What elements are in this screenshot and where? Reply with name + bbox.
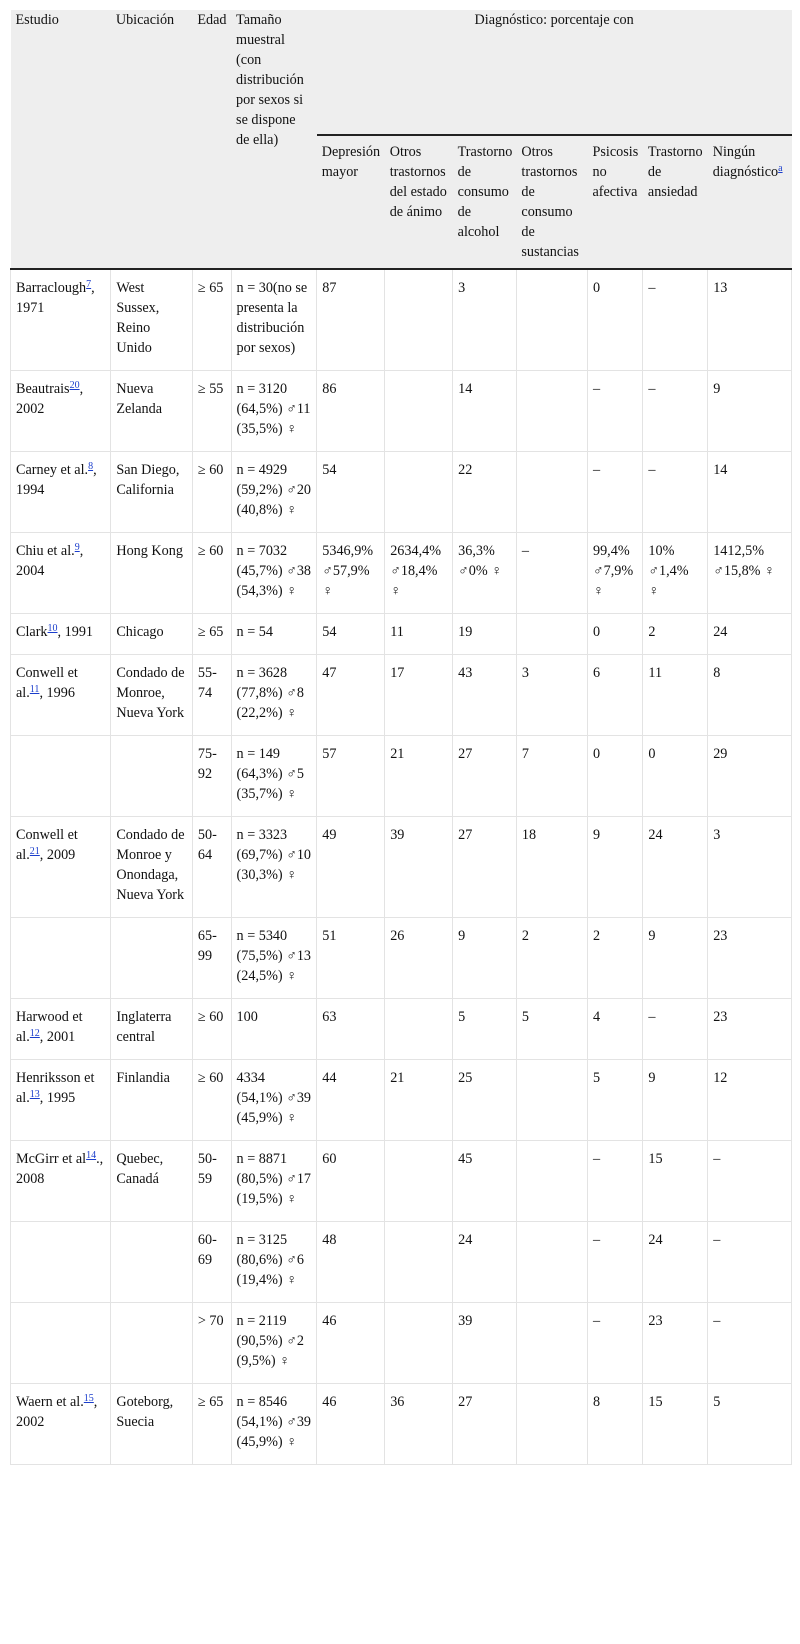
anxiety-cell: 10% ♂1,4% ♀ <box>643 533 708 614</box>
reference-link[interactable]: 9 <box>74 542 80 553</box>
sample-size-cell: n = 8546 (54,1%) ♂39 (45,9%) ♀ <box>231 1384 317 1465</box>
other-mood-cell <box>385 1303 453 1384</box>
other-mood-cell <box>385 371 453 452</box>
reference-link[interactable]: 13 <box>29 1089 40 1100</box>
major-depression-cell: 51 <box>317 918 385 999</box>
age-cell: 55-74 <box>192 655 231 736</box>
age-cell: ≥ 60 <box>192 452 231 533</box>
psychosis-cell: 6 <box>587 655 642 736</box>
psychosis-cell: 0 <box>587 614 642 655</box>
location-cell: San Diego, California <box>111 452 193 533</box>
anxiety-cell: 11 <box>643 655 708 736</box>
study-cell <box>11 817 111 918</box>
other-substance-cell <box>516 1222 587 1303</box>
alcohol-cell: 25 <box>453 1060 517 1141</box>
alcohol-cell: 5 <box>453 999 517 1060</box>
major-depression-cell: 44 <box>317 1060 385 1141</box>
psychosis-cell: 2 <box>587 918 642 999</box>
other-substance-cell <box>516 269 587 371</box>
no-diagnosis-cell: – <box>708 1222 792 1303</box>
location-cell: Hong Kong <box>111 533 193 614</box>
major-depression-cell: 57 <box>317 736 385 817</box>
study-year: , 2002 <box>16 1394 98 1430</box>
no-diagnosis-cell: – <box>708 1141 792 1222</box>
table-row <box>11 655 792 736</box>
psychosis-cell: 9 <box>587 817 642 918</box>
table-body <box>11 269 792 1465</box>
study-year: , 2002 <box>16 381 84 417</box>
header-age: Edad <box>192 10 231 269</box>
study-cell <box>11 371 111 452</box>
reference-link[interactable]: 15 <box>83 1393 94 1404</box>
study-cell <box>11 533 111 614</box>
table-row <box>11 1060 792 1141</box>
table-row <box>11 1222 792 1303</box>
other-substance-cell: 5 <box>516 999 587 1060</box>
reference-link[interactable]: 21 <box>29 846 40 857</box>
study-cell <box>11 1384 111 1465</box>
major-depression-cell: 87 <box>317 269 385 371</box>
reference-link[interactable]: 20 <box>69 380 80 391</box>
age-cell: ≥ 65 <box>192 1384 231 1465</box>
study-year: , 1996 <box>39 685 75 701</box>
other-substance-cell <box>516 371 587 452</box>
sample-size-cell: n = 30(no se presenta la distribución por sexos) <box>231 269 317 371</box>
no-diagnosis-cell: 13 <box>708 269 792 371</box>
no-diagnosis-cell: 23 <box>708 918 792 999</box>
psychosis-cell: – <box>587 1222 642 1303</box>
alcohol-cell: 22 <box>453 452 517 533</box>
header-diagnosis: Diagnóstico: porcentaje con <box>317 10 792 135</box>
sample-size-cell: n = 3125 (80,6%) ♂6 (19,4%) ♀ <box>231 1222 317 1303</box>
other-mood-cell: 21 <box>385 736 453 817</box>
study-cell <box>11 655 111 736</box>
anxiety-cell: – <box>643 999 708 1060</box>
other-substance-cell: – <box>516 533 587 614</box>
age-cell: ≥ 60 <box>192 1060 231 1141</box>
reference-link[interactable]: 8 <box>88 461 94 472</box>
age-cell: ≥ 65 <box>192 614 231 655</box>
table-row <box>11 918 792 999</box>
header-anxiety: Trastorno de ansiedad <box>643 135 708 269</box>
table-row <box>11 736 792 817</box>
header-row-top <box>11 10 792 135</box>
psychosis-cell: – <box>587 452 642 533</box>
other-substance-cell: 7 <box>516 736 587 817</box>
age-cell: > 70 <box>192 1303 231 1384</box>
alcohol-cell: 27 <box>453 817 517 918</box>
reference-link[interactable]: 11 <box>29 684 40 695</box>
no-diagnosis-cell: 1412,5% ♂15,8% ♀ <box>708 533 792 614</box>
table-row <box>11 269 792 371</box>
major-depression-cell: 5346,9% ♂57,9% ♀ <box>317 533 385 614</box>
reference-link[interactable]: 12 <box>29 1028 40 1039</box>
psychosis-cell: 5 <box>587 1060 642 1141</box>
no-diagnosis-cell: 3 <box>708 817 792 918</box>
sample-size-cell: n = 8871 (80,5%) ♂17 (19,5%) ♀ <box>231 1141 317 1222</box>
no-diagnosis-cell: 9 <box>708 371 792 452</box>
study-cell <box>11 614 111 655</box>
major-depression-cell: 63 <box>317 999 385 1060</box>
study-year: ., 2008 <box>16 1151 104 1187</box>
location-cell: Quebec, Canadá <box>111 1141 193 1222</box>
header-study: Estudio <box>11 10 111 269</box>
sample-size-cell: n = 7032 (45,7%) ♂38 (54,3%) ♀ <box>231 533 317 614</box>
other-mood-cell: 17 <box>385 655 453 736</box>
table-container <box>10 10 792 1465</box>
no-diagnosis-cell: 12 <box>708 1060 792 1141</box>
anxiety-cell: 0 <box>643 736 708 817</box>
header-location: Ubicación <box>111 10 193 269</box>
reference-link[interactable]: 14 <box>86 1150 97 1161</box>
sample-size-cell: n = 4929 (59,2%) ♂20 (40,8%) ♀ <box>231 452 317 533</box>
anxiety-cell: 15 <box>643 1384 708 1465</box>
sample-size-cell: n = 54 <box>231 614 317 655</box>
table-row <box>11 1303 792 1384</box>
reference-link[interactable]: 7 <box>86 279 92 290</box>
major-depression-cell: 60 <box>317 1141 385 1222</box>
age-cell: ≥ 55 <box>192 371 231 452</box>
sample-size-cell: n = 3120 (64,5%) ♂11 (35,5%) ♀ <box>231 371 317 452</box>
anxiety-cell: – <box>643 371 708 452</box>
study-year: , 1994 <box>16 462 97 498</box>
study-author: Henriksson et al. <box>16 1070 95 1106</box>
table-row <box>11 1141 792 1222</box>
study-cell <box>11 1060 111 1141</box>
no-diagnosis-cell: 14 <box>708 452 792 533</box>
study-year: , 1971 <box>16 280 95 316</box>
study-cell <box>11 452 111 533</box>
major-depression-cell: 49 <box>317 817 385 918</box>
other-mood-cell: 39 <box>385 817 453 918</box>
age-cell: 50-59 <box>192 1141 231 1222</box>
sample-size-cell: n = 2119 (90,5%) ♂2 (9,5%) ♀ <box>231 1303 317 1384</box>
study-author: Beautrais <box>16 381 70 397</box>
study-author: Clark <box>16 624 48 640</box>
study-year: , 2009 <box>39 847 76 863</box>
header-major-depression: Depresión mayor <box>317 135 385 269</box>
other-mood-cell <box>385 1141 453 1222</box>
header-psychosis: Psicosis no afectiva <box>587 135 642 269</box>
alcohol-cell: 43 <box>453 655 517 736</box>
psychosis-cell: 0 <box>587 736 642 817</box>
other-mood-cell: 26 <box>385 918 453 999</box>
alcohol-cell: 14 <box>453 371 517 452</box>
location-cell: Goteborg, Suecia <box>111 1384 193 1465</box>
major-depression-cell: 47 <box>317 655 385 736</box>
major-depression-cell: 86 <box>317 371 385 452</box>
other-substance-cell <box>516 1141 587 1222</box>
anxiety-cell: 24 <box>643 817 708 918</box>
location-cell: Nueva Zelanda <box>111 371 193 452</box>
study-author: Harwood et al. <box>16 1009 83 1045</box>
alcohol-cell: 36,3% ♂0% ♀ <box>453 533 517 614</box>
psychosis-cell: 4 <box>587 999 642 1060</box>
location-cell <box>111 1303 193 1384</box>
other-substance-cell: 3 <box>516 655 587 736</box>
header-no-diagnosis-label: Ningún diagnóstico <box>712 144 779 180</box>
suicide-diagnosis-table <box>10 10 792 1465</box>
study-year: , 2001 <box>39 1029 76 1045</box>
other-substance-cell <box>516 1384 587 1465</box>
header-other-mood: Otros trastornos del estado de ánimo <box>385 135 453 269</box>
anxiety-cell: 23 <box>643 1303 708 1384</box>
no-diagnosis-cell: 23 <box>708 999 792 1060</box>
anxiety-cell: 15 <box>643 1141 708 1222</box>
psychosis-cell: 0 <box>587 269 642 371</box>
psychosis-cell: 99,4% ♂7,9% ♀ <box>587 533 642 614</box>
table-row <box>11 999 792 1060</box>
location-cell <box>111 736 193 817</box>
alcohol-cell: 45 <box>453 1141 517 1222</box>
header-sample-size: Tamaño muestral (con distribución por sexos si se dispone de ella) <box>231 10 317 269</box>
table-row <box>11 614 792 655</box>
study-cell <box>11 736 111 817</box>
no-diagnosis-cell: – <box>708 1303 792 1384</box>
other-substance-cell <box>516 1303 587 1384</box>
other-substance-cell <box>516 452 587 533</box>
location-cell: Condado de Monroe, Nueva York <box>111 655 193 736</box>
table-row <box>11 452 792 533</box>
other-mood-cell <box>385 999 453 1060</box>
other-mood-cell: 21 <box>385 1060 453 1141</box>
other-mood-cell: 11 <box>385 614 453 655</box>
footnote-link[interactable]: a <box>778 163 783 174</box>
table-row <box>11 817 792 918</box>
alcohol-cell: 27 <box>453 1384 517 1465</box>
alcohol-cell: 27 <box>453 736 517 817</box>
anxiety-cell: – <box>643 452 708 533</box>
anxiety-cell: 9 <box>643 1060 708 1141</box>
table-row <box>11 533 792 614</box>
header-no-diagnosis <box>708 135 792 269</box>
other-substance-cell: 2 <box>516 918 587 999</box>
alcohol-cell: 3 <box>453 269 517 371</box>
anxiety-cell: 9 <box>643 918 708 999</box>
table-row <box>11 371 792 452</box>
anxiety-cell: 24 <box>643 1222 708 1303</box>
age-cell: 65-99 <box>192 918 231 999</box>
reference-link[interactable]: 10 <box>47 623 58 634</box>
psychosis-cell: – <box>587 1141 642 1222</box>
location-cell: Finlandia <box>111 1060 193 1141</box>
study-cell <box>11 1222 111 1303</box>
major-depression-cell: 54 <box>317 614 385 655</box>
sample-size-cell: 4334 (54,1%) ♂39 (45,9%) ♀ <box>231 1060 317 1141</box>
location-cell: Inglaterra central <box>111 999 193 1060</box>
anxiety-cell: – <box>643 269 708 371</box>
table-row <box>11 1384 792 1465</box>
psychosis-cell: – <box>587 371 642 452</box>
other-substance-cell <box>516 1060 587 1141</box>
major-depression-cell: 48 <box>317 1222 385 1303</box>
age-cell: ≥ 65 <box>192 269 231 371</box>
other-mood-cell <box>385 269 453 371</box>
no-diagnosis-cell: 29 <box>708 736 792 817</box>
study-cell <box>11 918 111 999</box>
location-cell: Chicago <box>111 614 193 655</box>
other-mood-cell: 36 <box>385 1384 453 1465</box>
alcohol-cell: 39 <box>453 1303 517 1384</box>
alcohol-cell: 19 <box>453 614 517 655</box>
age-cell: 60-69 <box>192 1222 231 1303</box>
major-depression-cell: 54 <box>317 452 385 533</box>
study-cell <box>11 999 111 1060</box>
study-author: Carney et al. <box>16 462 89 478</box>
study-author: Barraclough <box>16 280 87 296</box>
major-depression-cell: 46 <box>317 1303 385 1384</box>
other-substance-cell: 18 <box>516 817 587 918</box>
study-author: McGirr et al <box>16 1151 87 1167</box>
study-author: Chiu et al. <box>16 543 75 559</box>
location-cell <box>111 1222 193 1303</box>
study-cell <box>11 269 111 371</box>
sample-size-cell: n = 5340 (75,5%) ♂13 (24,5%) ♀ <box>231 918 317 999</box>
age-cell: ≥ 60 <box>192 999 231 1060</box>
no-diagnosis-cell: 5 <box>708 1384 792 1465</box>
psychosis-cell: 8 <box>587 1384 642 1465</box>
study-author: Conwell et al. <box>16 827 78 863</box>
age-cell: 75-92 <box>192 736 231 817</box>
header-alcohol: Trastorno de consumo de alcohol <box>453 135 517 269</box>
study-year: , 1995 <box>39 1090 76 1106</box>
other-mood-cell: 2634,4% ♂18,4% ♀ <box>385 533 453 614</box>
anxiety-cell: 2 <box>643 614 708 655</box>
age-cell: ≥ 60 <box>192 533 231 614</box>
study-year: , 2004 <box>16 543 84 579</box>
alcohol-cell: 24 <box>453 1222 517 1303</box>
study-cell <box>11 1141 111 1222</box>
location-cell <box>111 918 193 999</box>
sample-size-cell: n = 149 (64,3%) ♂5 (35,7%) ♀ <box>231 736 317 817</box>
no-diagnosis-cell: 24 <box>708 614 792 655</box>
major-depression-cell: 46 <box>317 1384 385 1465</box>
sample-size-cell: 100 <box>231 999 317 1060</box>
study-author: Waern et al. <box>16 1394 84 1410</box>
study-author: Conwell et al. <box>16 665 78 701</box>
other-mood-cell <box>385 452 453 533</box>
location-cell: West Sussex, Reino Unido <box>111 269 193 371</box>
age-cell: 50-64 <box>192 817 231 918</box>
study-cell <box>11 1303 111 1384</box>
psychosis-cell: – <box>587 1303 642 1384</box>
no-diagnosis-cell: 8 <box>708 655 792 736</box>
sample-size-cell: n = 3323 (69,7%) ♂10 (30,3%) ♀ <box>231 817 317 918</box>
header-other-substance: Otros trastornos de consumo de sustancias <box>516 135 587 269</box>
study-year: , 1991 <box>57 624 93 640</box>
sample-size-cell: n = 3628 (77,8%) ♂8 (22,2%) ♀ <box>231 655 317 736</box>
location-cell: Condado de Monroe y Onondaga, Nueva York <box>111 817 193 918</box>
other-mood-cell <box>385 1222 453 1303</box>
alcohol-cell: 9 <box>453 918 517 999</box>
other-substance-cell <box>516 614 587 655</box>
